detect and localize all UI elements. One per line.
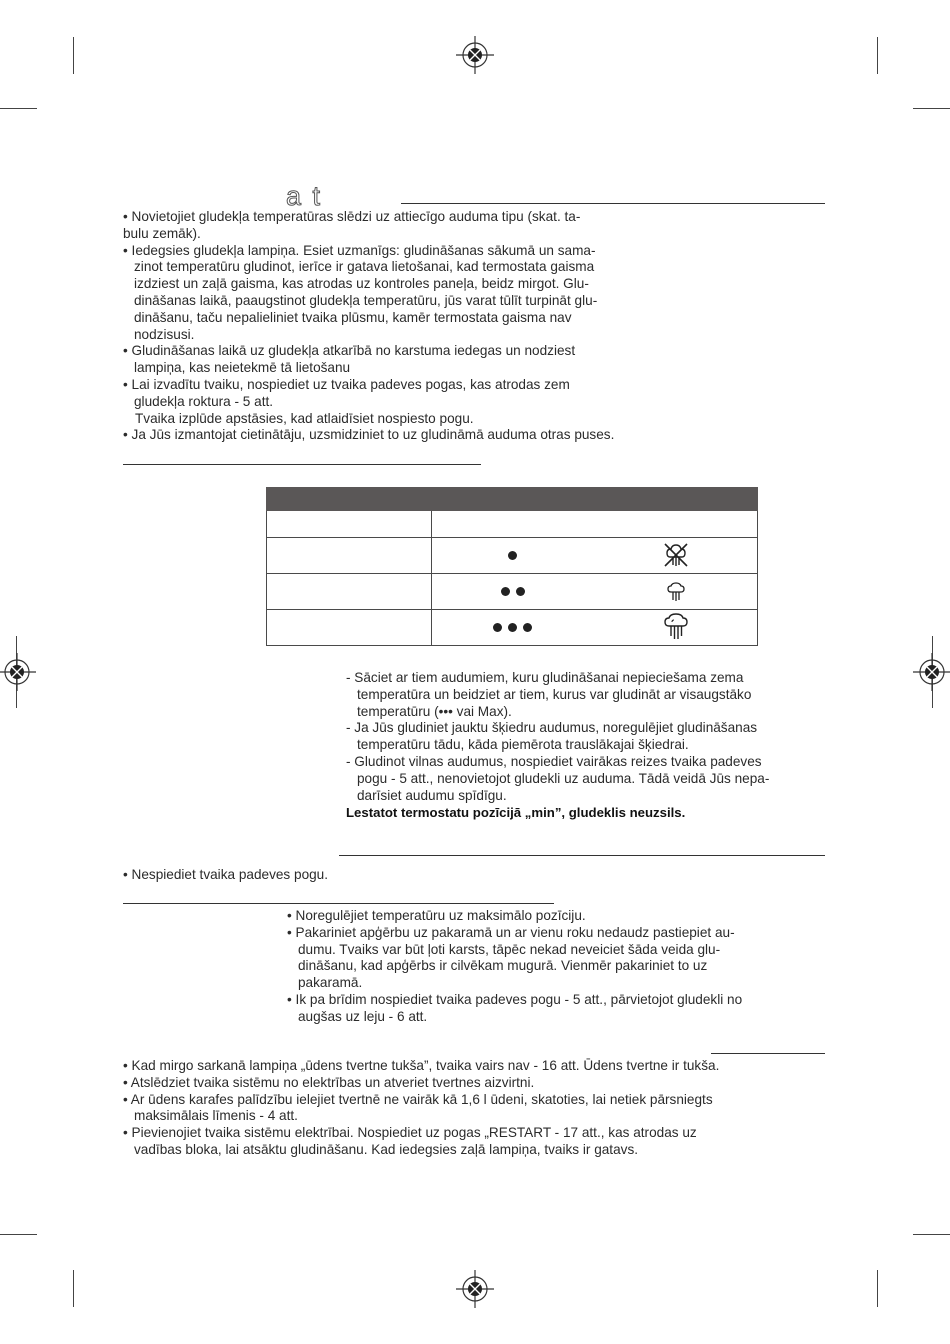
heading-rule-3 (339, 855, 825, 856)
text-line: darīsiet audumu spīdīgu. (357, 787, 507, 803)
text-line: • Iedegsies gludekļa lampiņa. Esiet uzmanīgs: gludināšanas sākumā un sama- (123, 242, 596, 258)
text-line: gludekļa roktura - 5 att. (134, 393, 274, 409)
fabric-cell (267, 574, 432, 610)
text-line: - Ja Jūs gludiniet jauktu šķiedru audumus, noregulējiet gludināšanas (346, 720, 758, 736)
table-row (267, 610, 758, 646)
crop-mark-tl-vertical (73, 37, 74, 74)
table-row (267, 538, 758, 574)
steam-small-icon (666, 581, 686, 603)
setting-cell (432, 538, 758, 574)
text-line: • Ja Jūs izmantojat cietinātāju, uzsmidziniet to uz gludināmā auduma otras puses. (123, 427, 615, 443)
text-line: • Pievienojiet tvaika sistēmu elektrībai. Nospiediet uz pogas „RESTART - 17 att., kas atrodas uz (123, 1125, 697, 1141)
temperature-dots-3 (490, 623, 534, 632)
text-line: dināšanas laikā, paaugstinot gludekļa temperatūru, jūs varat tūlīt turpināt glu- (134, 292, 598, 308)
text-line: • Ar ūdens karafes palīdzību ielejiet tvertnē ne vairāk kā 1,6 l ūdeni, skatoties, lai netiek pārsniegts (123, 1091, 713, 1107)
fabric-cell (267, 538, 432, 574)
section-vertical-steam-text (287, 908, 742, 1026)
setting-cell (432, 574, 758, 610)
temperature-dot (508, 551, 517, 560)
text-line: temperatūra un beidziet ar tiem, kurus var gludināt ar visaugstāko (357, 686, 752, 702)
temperature-table (266, 487, 758, 646)
table-row (267, 511, 758, 538)
text-line: nodzisusi. (134, 326, 195, 342)
crop-mark-bl-vertical (73, 1270, 74, 1307)
crop-mark-tr-horizontal (913, 108, 950, 109)
setting-cell (432, 610, 758, 646)
text-line: • Pakariniet apģērbu uz pakaramā un ar vienu roku nedaudz pastiepiet au- (287, 924, 735, 940)
thermostat-min-note: Lestatot termostatu pozīcijā „min”, gludeklis neuzsils. (346, 805, 686, 821)
table-header-cell (267, 488, 758, 511)
setting-cell (432, 511, 758, 538)
text-line: dumu. Tvaiks var būt ļoti karsts, tāpēc nekad neveiciet šāda veida glu- (298, 941, 721, 957)
crop-mark-tr-vertical (877, 37, 878, 74)
heading-rule-5 (711, 1053, 825, 1054)
text-line: bulu zemāk). (123, 225, 201, 241)
text-line: pogu - 5 att., nenovietojot gludekli uz auduma. Tādā veidā Jūs nepa- (357, 770, 770, 786)
section-tips-text (346, 670, 769, 822)
text-line: temperatūru (••• vai Max). (357, 703, 512, 719)
table-header-row (267, 488, 758, 511)
text-line: Tvaika izplūde apstāsies, kad atlaidīsiet nospiesto pogu. (135, 410, 474, 426)
table-row (267, 574, 758, 610)
crop-mark-tl-horizontal (0, 108, 37, 109)
text-line: • Gludināšanas laikā uz gludekļa atkarībā no karstuma iedegas un nodziest (123, 343, 576, 359)
text-line: • Nespiediet tvaika padeves pogu. (123, 867, 329, 882)
section-ironing-text (123, 209, 614, 444)
text-line: izdziest un zaļā gaisma, kas atrodas uz kontroles paneļa, beidz mirgot. Glu- (134, 276, 589, 292)
registration-mark-right-icon (913, 653, 950, 691)
text-line: lampiņa, kas neietekmē tā lietošanu (134, 360, 351, 376)
text-line: dināšanu, kad apģērbs ir cilvēkam mugurā. Vienmēr pakariniet to uz (298, 958, 708, 974)
text-line: - Gludinot vilnas audumus, nospiediet vairākas reizes tvaika padeves (346, 753, 762, 769)
text-line: • Atslēdziet tvaika sistēmu no elektrības un atveriet tvertnes aizvirtni. (123, 1074, 535, 1090)
temperature-dot (516, 587, 525, 596)
section-heading-fragment: a t (286, 181, 323, 211)
registration-mark-left-icon (0, 653, 36, 691)
text-line: temperatūru tādu, kāda piemērota trauslākajai šķiedrai. (357, 737, 689, 753)
text-line: • Novietojiet gludekļa temperatūras slēdzi uz attiecīgo auduma tipu (skat. ta- (123, 209, 581, 224)
temperature-dots-2 (498, 587, 528, 596)
section-dry-ironing-text (123, 867, 328, 884)
crop-mark-bl-horizontal (0, 1234, 37, 1235)
text-line: dināšanu, taču nepalieliniet tvaika plūsmu, kamēr termostata gaisma nav (134, 309, 572, 325)
text-line: vadības bloka, lai atsāktu gludināšanu. Kad iedegsies zaļā lampiņa, tvaiks ir gatavs. (134, 1141, 639, 1157)
temperature-dot (493, 623, 502, 632)
fabric-cell (267, 511, 432, 538)
heading-rule-1 (401, 203, 825, 204)
temperature-dot (523, 623, 532, 632)
fabric-cell (267, 610, 432, 646)
temperature-dot (501, 587, 510, 596)
heading-rule-4 (123, 903, 554, 904)
section-water-tank-text (123, 1058, 719, 1159)
text-line: augšas uz leju - 6 att. (298, 1008, 428, 1024)
text-line: zinot temperatūru gludinot, ierīce ir gatava lietošanai, kad termostata gaisma (134, 259, 595, 275)
heading-rule-2 (123, 464, 481, 465)
text-line: maksimālais līmenis - 4 att. (134, 1108, 298, 1124)
crop-mark-br-vertical (877, 1270, 878, 1307)
no-steam-icon (662, 541, 690, 569)
steam-large-icon (663, 613, 689, 641)
registration-mark-top-icon (456, 36, 494, 74)
temperature-dots-1 (502, 551, 522, 560)
text-line: • Lai izvadītu tvaiku, nospiediet uz tvaika padeves pogas, kas atrodas zem (123, 376, 570, 392)
text-line: • Kad mirgo sarkanā lampiņa „ūdens tvertne tukša”, tvaika vairs nav - 16 att. Ūdens tvertne ir tukša. (123, 1058, 720, 1073)
text-line: • Ik pa brīdim nospiediet tvaika padeves pogu - 5 att., pārvietojot gludekli no (287, 991, 743, 1007)
crop-mark-br-horizontal (913, 1234, 950, 1235)
text-line: - Sāciet ar tiem audumiem, kuru gludināšanai nepieciešama zema (346, 670, 744, 685)
text-line: • Noregulējiet temperatūru uz maksimālo pozīciju. (287, 908, 586, 923)
temperature-dot (508, 623, 517, 632)
registration-mark-bottom-icon (456, 1270, 494, 1308)
text-line: pakaramā. (298, 975, 363, 991)
